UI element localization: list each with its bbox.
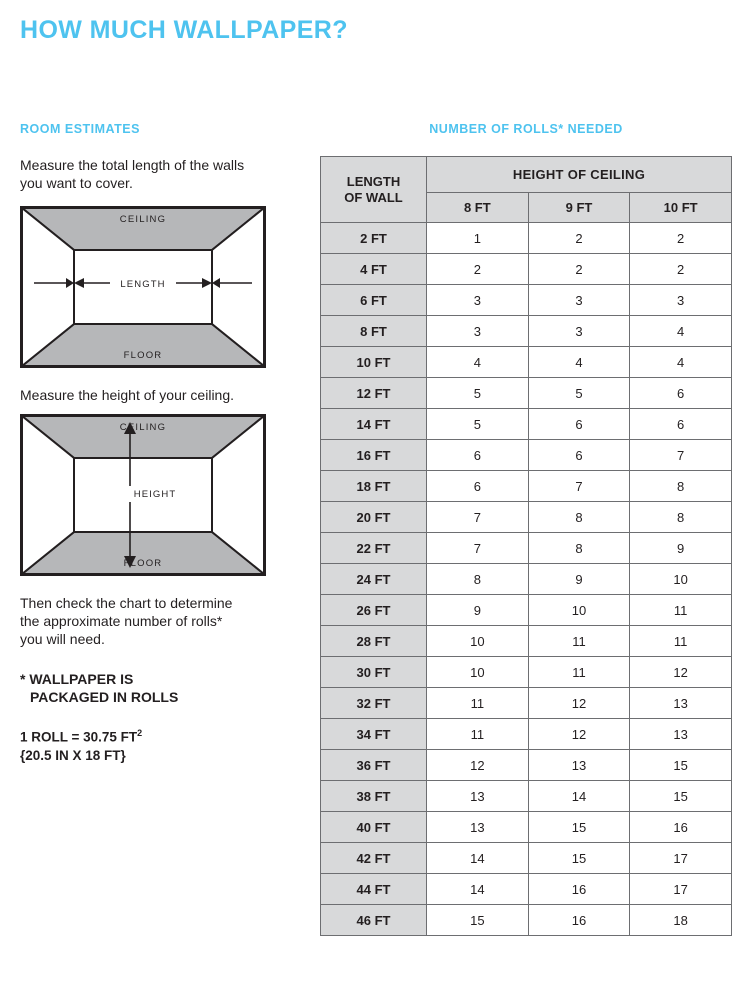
- table-cell-rolls: 11: [427, 719, 529, 750]
- diagram-2-dimension-label: HEIGHT: [133, 489, 177, 500]
- table-cell-rolls: 3: [427, 285, 529, 316]
- table-cell-rolls: 13: [427, 812, 529, 843]
- diagram-1-dimension-label: LENGTH: [120, 279, 166, 290]
- table-cell-rolls: 11: [630, 626, 732, 657]
- table-cell-rolls: 2: [630, 223, 732, 254]
- row-header-length: 6 FT: [321, 285, 427, 316]
- row-header-length: 36 FT: [321, 750, 427, 781]
- table-header-row-group: [321, 157, 732, 193]
- table-row: [321, 533, 732, 564]
- row-header-length: 34 FT: [321, 719, 427, 750]
- diagram-1-ceiling-label: CEILING: [119, 214, 167, 225]
- table-cell-rolls: 14: [528, 781, 630, 812]
- table-row: [321, 657, 732, 688]
- table-cell-rolls: 11: [630, 595, 732, 626]
- row-header-length: 20 FT: [321, 502, 427, 533]
- table-label: NUMBER OF ROLLS* NEEDED: [429, 122, 623, 136]
- column-header-2: 10 FT: [630, 193, 732, 223]
- table-cell-rolls: 15: [630, 781, 732, 812]
- table-cell-rolls: 6: [528, 409, 630, 440]
- table-cell-rolls: 8: [630, 471, 732, 502]
- table-cell-rolls: 16: [528, 905, 630, 936]
- table-cell-rolls: 5: [528, 378, 630, 409]
- table-corner-header: [321, 157, 427, 223]
- table-row: [321, 285, 732, 316]
- table-cell-rolls: 3: [427, 316, 529, 347]
- room-diagram-length: [20, 206, 266, 368]
- table-cell-rolls: 18: [630, 905, 732, 936]
- column-header-1: 9 FT: [528, 193, 630, 223]
- table-row: [321, 595, 732, 626]
- table-cell-rolls: 9: [427, 595, 529, 626]
- row-header-length: 16 FT: [321, 440, 427, 471]
- page-title: HOW MUCH WALLPAPER?: [20, 16, 348, 44]
- table-cell-rolls: 2: [528, 254, 630, 285]
- table-cell-rolls: 13: [528, 750, 630, 781]
- table-cell-rolls: 2: [427, 254, 529, 285]
- table-cell-rolls: 12: [528, 719, 630, 750]
- table-row: [321, 812, 732, 843]
- room-diagram-height: [20, 414, 266, 576]
- table-cell-rolls: 4: [427, 347, 529, 378]
- instruction-paragraph-2: Measure the height of your ceiling.: [20, 387, 235, 403]
- table-row: [321, 223, 732, 254]
- table-cell-rolls: 3: [528, 285, 630, 316]
- table-cell-rolls: 14: [427, 874, 529, 905]
- table-cell-rolls: 7: [528, 471, 630, 502]
- table-cell-rolls: 17: [630, 874, 732, 905]
- table-cell-rolls: 16: [528, 874, 630, 905]
- row-header-length: 8 FT: [321, 316, 427, 347]
- table-cell-rolls: 7: [427, 502, 529, 533]
- table-row: [321, 316, 732, 347]
- table-cell-rolls: 8: [528, 502, 630, 533]
- row-header-length: 40 FT: [321, 812, 427, 843]
- table-cell-rolls: 8: [427, 564, 529, 595]
- table-row: [321, 378, 732, 409]
- instruction-paragraph-1: Measure the total length of the walls you want to cover.: [20, 157, 245, 191]
- section-label-room-estimates: ROOM ESTIMATES: [20, 122, 140, 136]
- footnote-roll-area: [20, 724, 290, 747]
- row-header-length: 24 FT: [321, 564, 427, 595]
- table-row: [321, 564, 732, 595]
- table-cell-rolls: 16: [630, 812, 732, 843]
- footnote-roll-dimensions: {20.5 IN X 18 FT}: [20, 747, 126, 763]
- table-row: [321, 781, 732, 812]
- table-cell-rolls: 4: [528, 347, 630, 378]
- diagram-2-floor-label: FLOOR: [123, 558, 163, 569]
- table-cell-rolls: 14: [427, 843, 529, 874]
- table-cell-rolls: 4: [630, 316, 732, 347]
- table-cell-rolls: 6: [630, 378, 732, 409]
- table-cell-rolls: 15: [528, 843, 630, 874]
- row-header-length: 42 FT: [321, 843, 427, 874]
- table-cell-rolls: 1: [427, 223, 529, 254]
- table-cell-rolls: 13: [630, 719, 732, 750]
- table-cell-rolls: 7: [630, 440, 732, 471]
- row-header-length: 26 FT: [321, 595, 427, 626]
- row-header-length: 28 FT: [321, 626, 427, 657]
- table-cell-rolls: 7: [427, 533, 529, 564]
- table-cell-rolls: 4: [630, 347, 732, 378]
- table-cell-rolls: 9: [630, 533, 732, 564]
- table-cell-rolls: 13: [427, 781, 529, 812]
- table-row: [321, 347, 732, 378]
- table-row: [321, 905, 732, 936]
- room-estimates-section: [20, 122, 290, 765]
- row-header-length: 46 FT: [321, 905, 427, 936]
- row-header-length: 2 FT: [321, 223, 427, 254]
- table-cell-rolls: 3: [630, 285, 732, 316]
- table-row: [321, 440, 732, 471]
- table-cell-rolls: 6: [630, 409, 732, 440]
- footnote-roll-area-superscript: 2: [137, 728, 143, 738]
- table-cell-rolls: 6: [427, 471, 529, 502]
- table-cell-rolls: 12: [427, 750, 529, 781]
- table-cell-rolls: 13: [630, 688, 732, 719]
- table-row: [321, 471, 732, 502]
- table-cell-rolls: 2: [528, 223, 630, 254]
- table-row: [321, 688, 732, 719]
- table-cell-rolls: 15: [630, 750, 732, 781]
- row-header-length: 30 FT: [321, 657, 427, 688]
- table-cell-rolls: 10: [630, 564, 732, 595]
- footnote-title-line-2: PACKAGED IN ROLLS: [30, 689, 179, 705]
- table-cell-rolls: 15: [528, 812, 630, 843]
- table-cell-rolls: 10: [427, 657, 529, 688]
- table-row: [321, 719, 732, 750]
- table-cell-rolls: 8: [528, 533, 630, 564]
- footnote-roll-area-text: 1 ROLL = 30.75 FT: [20, 729, 138, 745]
- table-row: [321, 750, 732, 781]
- instruction-paragraph-3: Then check the chart to determine the approximate number of rolls* you will need.: [20, 595, 233, 647]
- table-cell-rolls: 8: [630, 502, 732, 533]
- corner-header-line-2: OF WALL: [344, 189, 403, 205]
- rolls-table: [320, 156, 732, 936]
- row-header-length: 22 FT: [321, 533, 427, 564]
- table-row: [321, 874, 732, 905]
- footnote-title-line-1: * WALLPAPER IS: [20, 671, 134, 687]
- footnote-body: [20, 724, 290, 765]
- table-cell-rolls: 11: [528, 657, 630, 688]
- table-cell-rolls: 17: [630, 843, 732, 874]
- table-cell-rolls: 11: [427, 688, 529, 719]
- table-group-header-ceiling: HEIGHT OF CEILING: [427, 157, 732, 193]
- table-row: [321, 254, 732, 285]
- table-row: [321, 502, 732, 533]
- footnote-title: [20, 670, 290, 706]
- diagram-2-ceiling-label: CEILING: [119, 422, 167, 433]
- row-header-length: 14 FT: [321, 409, 427, 440]
- table-cell-rolls: 15: [427, 905, 529, 936]
- table-cell-rolls: 3: [528, 316, 630, 347]
- row-header-length: 4 FT: [321, 254, 427, 285]
- row-header-length: 18 FT: [321, 471, 427, 502]
- diagram-1-floor-label: FLOOR: [123, 350, 163, 361]
- row-header-length: 10 FT: [321, 347, 427, 378]
- table-row: [321, 843, 732, 874]
- row-header-length: 44 FT: [321, 874, 427, 905]
- table-cell-rolls: 5: [427, 378, 529, 409]
- table-cell-rolls: 12: [630, 657, 732, 688]
- table-row: [321, 409, 732, 440]
- table-cell-rolls: 6: [528, 440, 630, 471]
- table-cell-rolls: 5: [427, 409, 529, 440]
- rolls-table-head: [321, 157, 732, 223]
- rolls-table-body: [321, 223, 732, 936]
- table-row: [321, 626, 732, 657]
- table-cell-rolls: 9: [528, 564, 630, 595]
- row-header-length: 12 FT: [321, 378, 427, 409]
- table-cell-rolls: 10: [427, 626, 529, 657]
- row-header-length: 32 FT: [321, 688, 427, 719]
- corner-header-line-1: LENGTH: [346, 173, 401, 189]
- rolls-table-section: [320, 122, 732, 936]
- table-cell-rolls: 6: [427, 440, 529, 471]
- table-cell-rolls: 10: [528, 595, 630, 626]
- table-cell-rolls: 2: [630, 254, 732, 285]
- table-cell-rolls: 11: [528, 626, 630, 657]
- column-header-0: 8 FT: [427, 193, 529, 223]
- table-cell-rolls: 12: [528, 688, 630, 719]
- row-header-length: 38 FT: [321, 781, 427, 812]
